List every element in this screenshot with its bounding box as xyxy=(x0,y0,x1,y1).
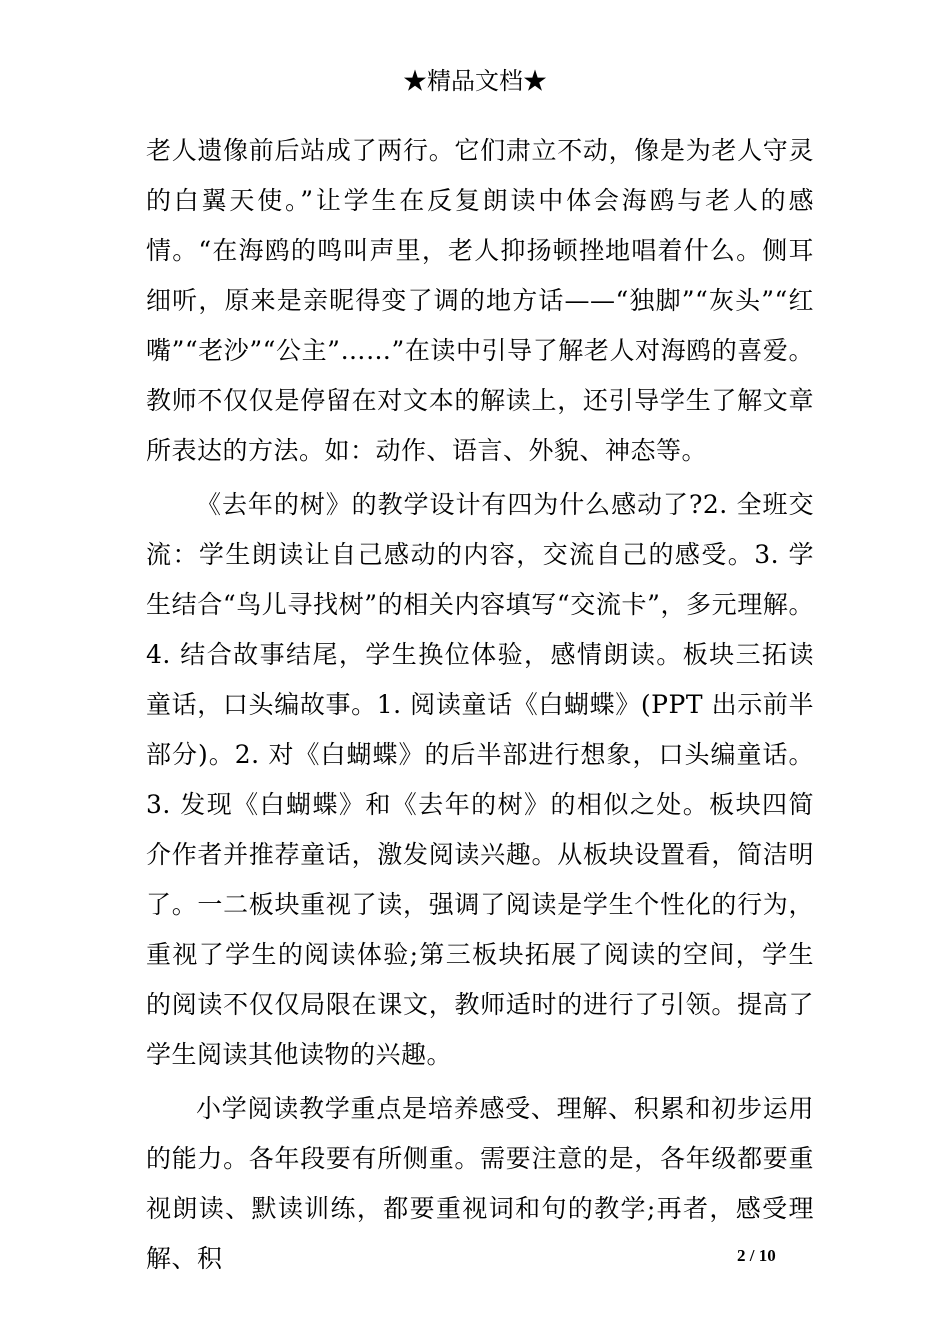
page-header-title: ★精品文档★ xyxy=(403,67,547,95)
paragraph-2: 《去年的树》的教学设计有四为什么感动了?2. 全班交流：学生朗读让自己感动的内容，交流自己的感受。3. 学生结合“鸟儿寻找树”的相关内容填写“交流卡”，多元理解。4. 结合故事结尾，学生换位体验，感情朗读。板块三拓读童话，口头编故事。1. 阅读童话《白蝴蝶》(PPT 出示前半部分)。2. 对《白蝴蝶》的后半部进行想象，口头编童话。3. 发现《白蝴蝶》和《去年的树》的相似之处。板块四简介作者并推荐童话，激发阅读兴趣。从板块设置看，简洁明了。一二板块重视了读，强调了阅读是学生个性化的行为，重视了学生的阅读体验;第三板块拓展了阅读的空间，学生的阅读不仅仅局限在课文，教师适时的进行了引领。提高了学生阅读其他读物的兴趣。 xyxy=(146,490,814,1069)
document-body xyxy=(146,126,814,1284)
page-number: 2 / 10 xyxy=(737,1246,776,1265)
paragraph-3: 小学阅读教学重点是培养感受、理解、积累和初步运用的能力。各年段要有所侧重。需要注意的是，各年级都要重视朗读、默读训练，都要重视词和句的教学;再者，感受理解、积 xyxy=(146,1094,814,1273)
paragraph-1: 老人遗像前后站成了两行。它们肃立不动，像是为老人守灵的白翼天使。”让学生在反复朗读中体会海鸥与老人的感情。“在海鸥的鸣叫声里，老人抑扬顿挫地唱着什么。侧耳细听，原来是亲昵得变了调的地方话——“独脚”“灰头”“红嘴”“老沙”“公主”……”在读中引导了解老人对海鸥的喜爱。教师不仅仅是停留在对文本的解读上，还引导学生了解文章所表达的方法。如：动作、语言、外貌、神态等。 xyxy=(146,136,814,465)
